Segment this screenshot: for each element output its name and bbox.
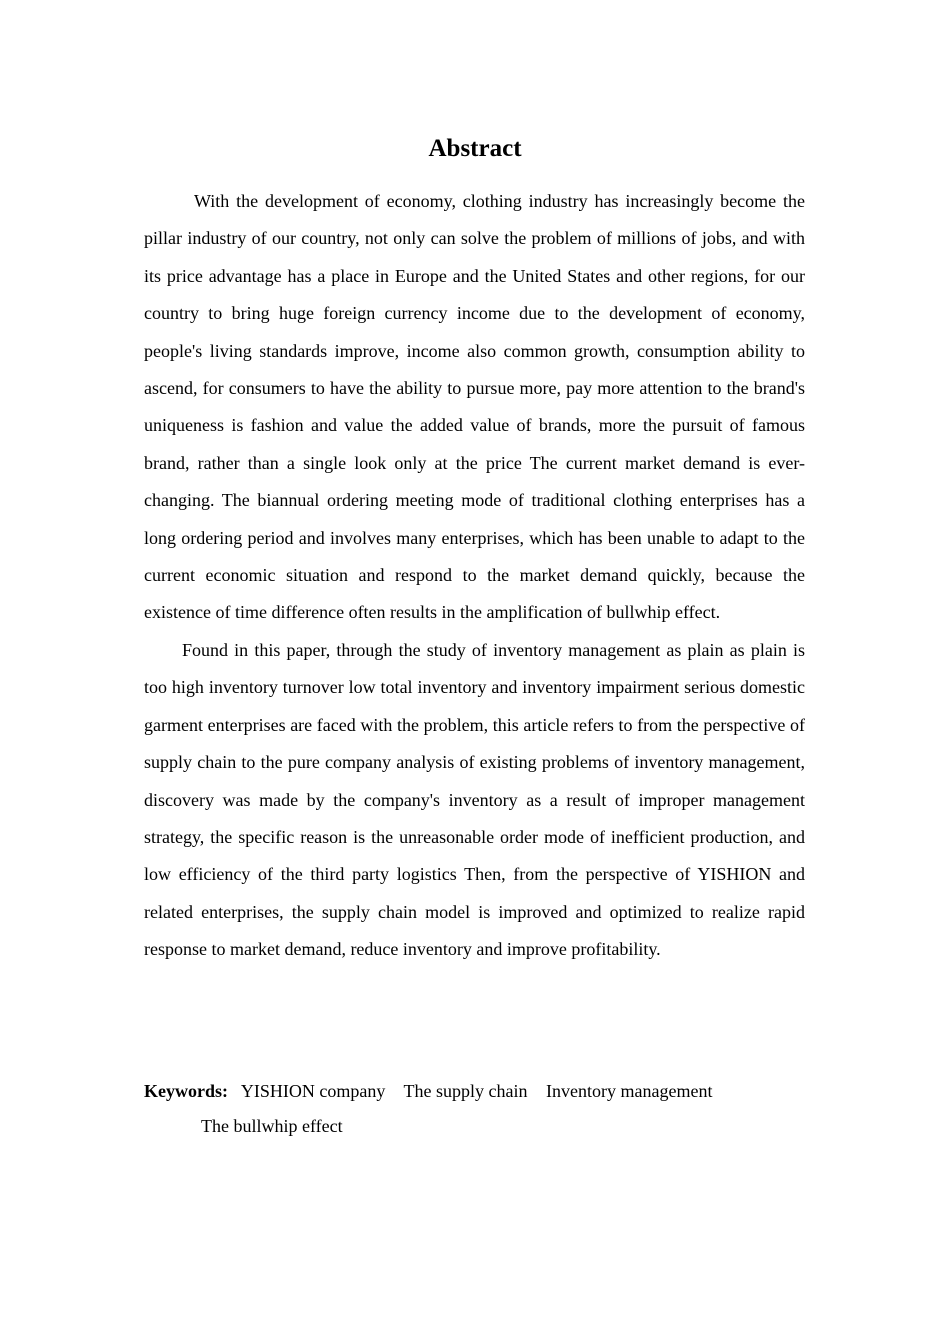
keyword-item: YISHION company bbox=[240, 1081, 386, 1101]
keywords-section bbox=[144, 1074, 805, 1144]
page-title: Abstract bbox=[428, 135, 522, 162]
abstract-paragraph-2: Found in this paper, through the study of inventory management as plain as plain is too high inventory turnover low total inventory and inventory impairment serious domestic garment enterprises are faced with the problem, this article refers to from the perspective of supply chain to the pure company analysis of existing problems of inventory management, discovery was made by the company's inventory as a result of improper management strategy, the specific reason is the unreasonable order mode of inefficient production, and low efficiency of the third party logistics Then, from the perspective of YISHION and related enterprises, the supply chain model is improved and optimized to realize rapid response to market demand, reduce inventory and improve profitability. bbox=[144, 639, 805, 960]
keywords-line-1 bbox=[144, 1074, 805, 1109]
keyword-item: Inventory management bbox=[546, 1081, 713, 1101]
keyword-item: The supply chain bbox=[403, 1081, 528, 1101]
keywords-label: Keywords: bbox=[144, 1081, 228, 1101]
abstract-paragraph-1: With the development of economy, clothing industry has increasingly become the pillar industry of our country, not only can solve the problem of millions of jobs, and with its price advantage has a place in Europe and the United States and other regions, for our country to bring huge foreign currency income due to the development of economy, people's living standards improve, income also common growth, consumption ability to ascend, for consumers to have the ability to pursue more, pay more attention to the brand's uniqueness is fashion and value the added value of brands, more the pursuit of famous brand, rather than a single look only at the price The current market demand is ever-changing. The biannual ordering meeting mode of traditional clothing enterprises has a long ordering period and involves many enterprises, which has been unable to adapt to the current economic situation and respond to the market demand quickly, because the existence of time difference often results in the amplification of bullwhip effect. bbox=[144, 191, 805, 623]
keywords-line-2 bbox=[144, 1109, 805, 1144]
abstract-body bbox=[144, 183, 805, 969]
keyword-item: The bullwhip effect bbox=[201, 1116, 343, 1136]
